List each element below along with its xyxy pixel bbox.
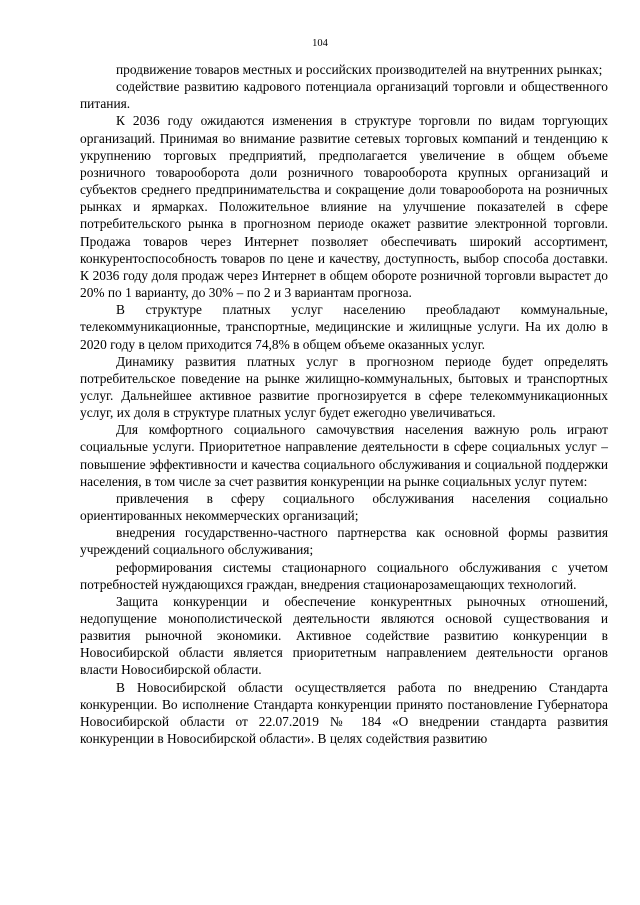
- paragraph-1: продвижение товаров местных и российских производителей на внутренних рынках;: [116, 62, 603, 77]
- paragraph-10: Защита конкуренции и обеспечение конкурентных рыночных отношений, недопущение монополистической деятельности являются основой существования и развития рыночной экономики. Активное содействие развитию конкуренции в Новосибирской области является приоритетным направлением деятельности органов власти Новосибирской области.: [80, 593, 608, 678]
- paragraph-11: В Новосибирской области осуществляется работа по внедрению Стандарта конкуренции. Во исполнение Стандарта конкуренции принято постановление Губернатора Новосибирской области от 22.07.2019 № 184 «О внедрении стандарта развития конкуренции в Новосибирской области». В целях содействия развитию: [80, 679, 608, 747]
- paragraph-3: К 2036 году ожидаются изменения в структуре торговли по видам торгующих организаций. Принимая во внимание развитие сетевых торговых компаний и тенденцию к укрупнению торговых предприятий, предполагается увеличение в общем объеме розничного товарооборота доли розничного товарооборота крупных организаций и субъектов среднего предпринимательства и сокращение доли товарооборота на розничных рынках и ярмарках. Положительное влияние на улучшение показателей в сфере потребительского рынка в прогнозном периоде окажет развитие электронной торговли. Продажа товаров через Интернет позволяет обеспечивать широкий ассортимент, конкурентоспособность товаров по цене и качеству, доступность, выбор способа доставки. К 2036 году доля продаж через Интернет в общем обороте розничной торговли вырастет до 20% по 1 варианту, до 30% – по 2 и 3 вариантам прогноза.: [80, 113, 608, 301]
- page-number: 104: [312, 38, 328, 49]
- paragraph-6: Для комфортного социального самочувствия населения важную роль играют социальные услуги. Приоритетное направление деятельности в сфере социальных услуг – повышение эффективности и качества социального обслуживания и социальной поддержки населения, в том числе за счет развития конкуренции на рынке социальных услуг путем:: [80, 422, 608, 489]
- body-text: [80, 61, 608, 747]
- paragraph-8: внедрения государственно-частного партнерства как основной формы развития учреждений социального обслуживания;: [80, 525, 608, 558]
- paragraph-7: привлечения в сферу социального обслуживания населения социально ориентированных некоммерческих организаций;: [80, 490, 608, 524]
- paragraph-2: содействие развитию кадрового потенциала организаций торговли и общественного питания.: [80, 79, 608, 112]
- paragraph-4: В структуре платных услуг населению преобладают коммунальные, телекоммуникационные, транспортные, медицинские и жилищные услуги. На их долю в 2020 году в целом приходится 74,8% в общем объеме оказанных услуг.: [80, 302, 608, 352]
- paragraph-9: реформирования системы стационарного социального обслуживания с учетом потребностей нуждающихся граждан, внедрения стационарозамещающих технологий.: [80, 559, 608, 592]
- paragraph-5: Динамику развития платных услуг в прогнозном периоде будет определять потребительское поведение на рынке жилищно-коммунальных, бытовых и транспортных услуг. Дальнейшее активное развитие прогнозируется в сфере телекоммуникационных услуг, их доля в структуре платных услуг будет ежегодно увеличиваться.: [80, 353, 608, 421]
